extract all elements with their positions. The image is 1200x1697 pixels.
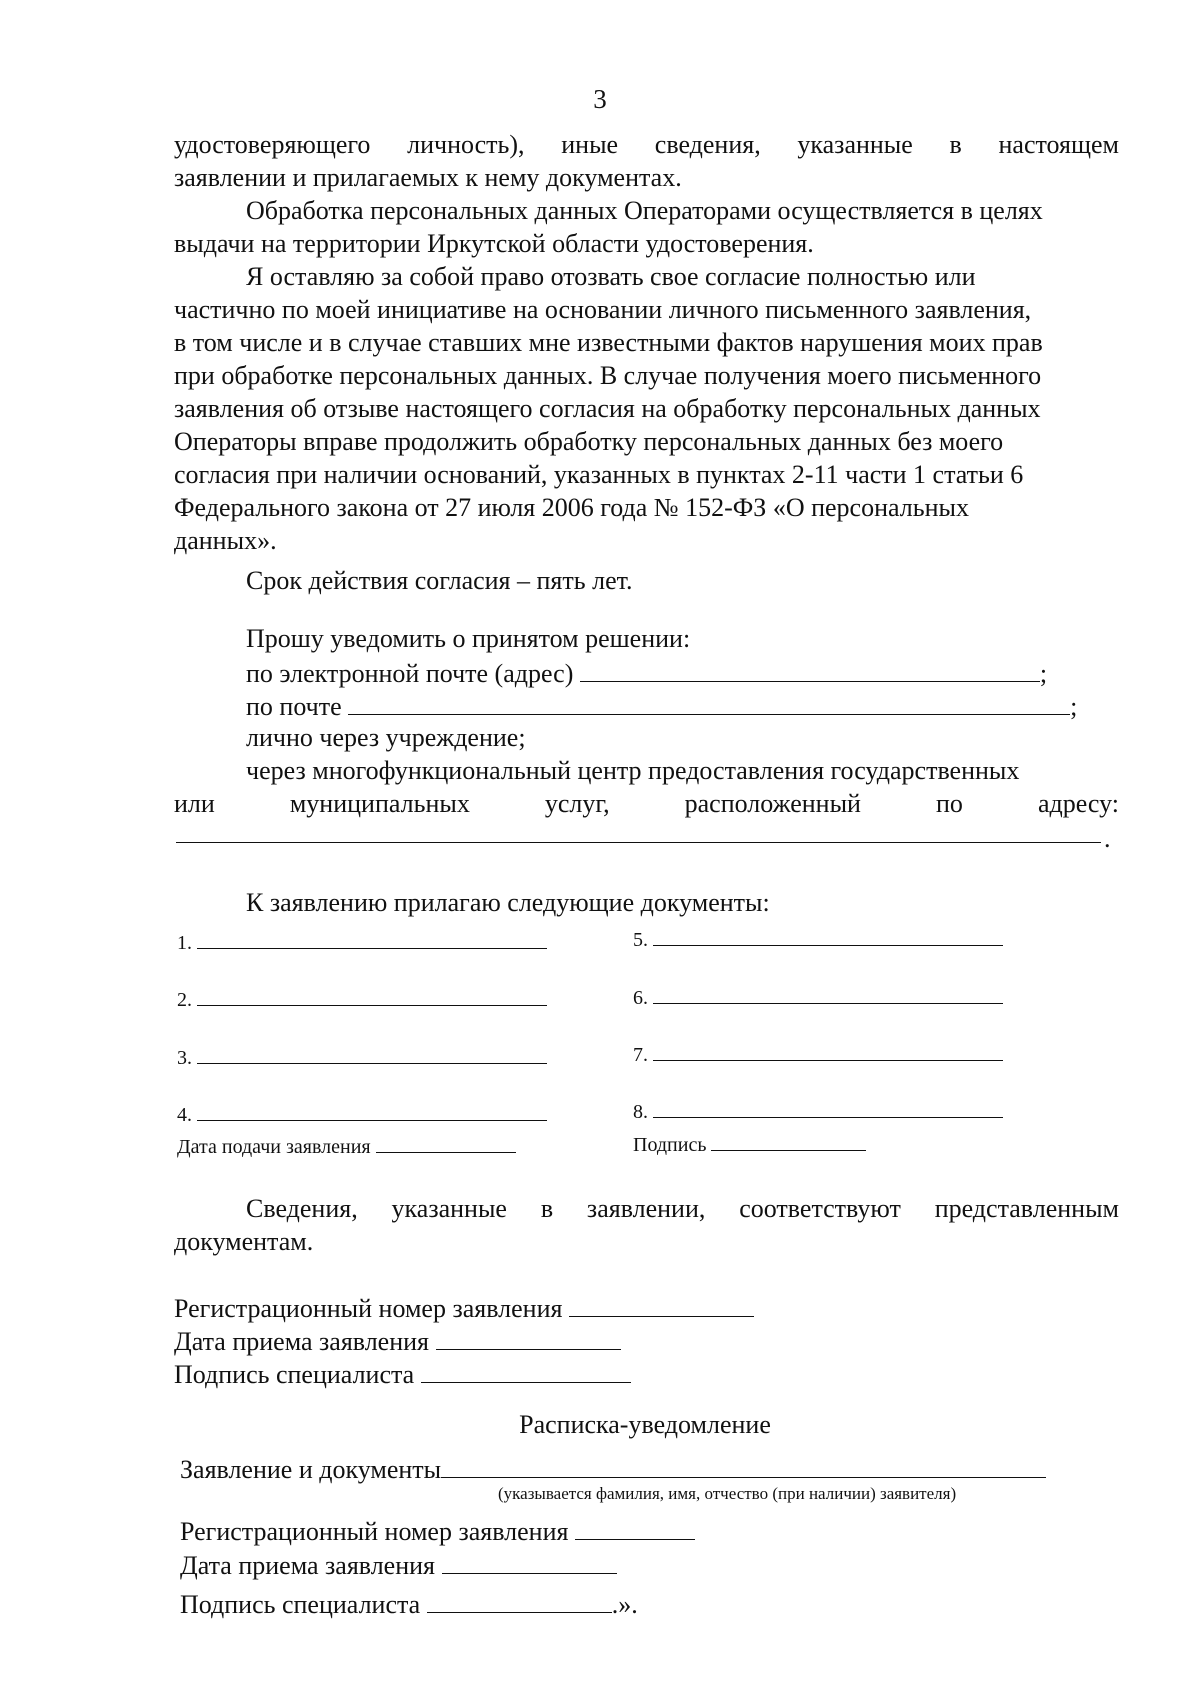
acceptance-date-field[interactable] <box>436 1323 621 1350</box>
attachment-number: 2. <box>177 989 192 1011</box>
attachment-number: 4. <box>177 1104 192 1126</box>
applicant-signature-row <box>633 1130 866 1157</box>
attachment-row-6 <box>633 983 1003 1010</box>
page-number: 3 <box>593 84 607 114</box>
word: расположенный <box>684 789 861 818</box>
applicant-signature-label: Подпись <box>633 1134 707 1156</box>
word: Сведения, <box>246 1194 358 1223</box>
attachment-field-5[interactable] <box>653 925 1003 946</box>
receipt-docs-hint: (указывается фамилия, имя, отчество (при наличии) заявителя) <box>498 1484 957 1503</box>
registration-number-row <box>174 1290 754 1325</box>
word: услуг, <box>544 789 610 818</box>
word: муниципальных <box>289 789 470 818</box>
specialist-signature-row <box>174 1356 631 1391</box>
attachment-number: 3. <box>177 1047 192 1069</box>
notify-post-row <box>246 688 1077 723</box>
word: иные <box>561 130 619 159</box>
attachment-row-5 <box>633 925 1003 952</box>
word: указанные <box>391 1194 507 1223</box>
revoke-line-7: согласия при наличии оснований, указанных в пунктах 2-11 части 1 статьи 6 <box>174 460 1024 489</box>
revoke-line-6: Операторы вправе продолжить обработку персональных данных без моего <box>174 427 1004 456</box>
notify-heading: Прошу уведомить о принятом решении: <box>246 624 691 653</box>
attachment-row-1 <box>177 928 547 955</box>
consent-line-1 <box>174 128 1119 161</box>
attachment-number: 8. <box>633 1101 648 1123</box>
revoke-line-9: данных». <box>174 526 277 555</box>
notify-in-person: лично через учреждение; <box>246 723 526 752</box>
receipt-signature-field[interactable] <box>427 1586 612 1613</box>
attachment-field-7[interactable] <box>653 1040 1003 1061</box>
verification-line-2: документам. <box>174 1227 314 1256</box>
word: настоящем <box>998 130 1119 159</box>
revoke-line-2: частично по моей инициативе на основании личного письменного заявления, <box>174 295 1032 324</box>
mfc-address-field[interactable] <box>176 842 1101 843</box>
word: соответствуют <box>739 1194 901 1223</box>
revoke-line-5: заявления об отзыве настоящего согласия на обработку персональных данных <box>174 394 1041 423</box>
attachment-row-3 <box>177 1043 547 1070</box>
email-address-field[interactable] <box>580 655 1040 682</box>
notify-email-label: по электронной почте (адрес) <box>246 659 574 688</box>
submission-date-field[interactable] <box>376 1132 516 1153</box>
attachment-field-2[interactable] <box>197 985 547 1006</box>
word: в <box>949 130 962 159</box>
attachment-row-4 <box>177 1100 547 1127</box>
revoke-line-3: в том числе и в случае ставших мне известными фактов нарушения моих прав <box>174 328 1043 357</box>
acceptance-date-row <box>174 1323 621 1358</box>
attachment-number: 1. <box>177 932 192 954</box>
revoke-line-1: Я оставляю за собой право отозвать свое согласие полностью или <box>246 262 976 291</box>
receipt-date-field[interactable] <box>442 1547 617 1574</box>
word: сведения, <box>654 130 761 159</box>
registration-number-field[interactable] <box>569 1290 754 1317</box>
mfc-period: . <box>1104 824 1111 853</box>
receipt-registration-number-field[interactable] <box>575 1513 695 1540</box>
word: личность), <box>407 130 525 159</box>
semicolon: ; <box>1070 692 1078 721</box>
specialist-signature-label: Подпись специалиста <box>174 1360 415 1389</box>
semicolon: ; <box>1039 659 1048 688</box>
submission-date-label: Дата подачи заявления <box>177 1136 371 1158</box>
word: или <box>174 789 215 818</box>
receipt-docs-row <box>180 1451 1046 1486</box>
receipt-date-label: Дата приема заявления <box>180 1551 436 1580</box>
applicant-signature-field[interactable] <box>711 1130 866 1151</box>
attachment-field-1[interactable] <box>197 928 547 949</box>
word: удостоверяющего <box>174 130 371 159</box>
word: адресу: <box>1037 789 1119 818</box>
revoke-line-4: при обработке персональных данных. В случае получения моего письменного <box>174 361 1042 390</box>
processing-line-2: выдачи на территории Иркутской области удостоверения. <box>174 229 814 258</box>
specialist-signature-field[interactable] <box>421 1356 631 1383</box>
receipt-date-row <box>180 1547 617 1582</box>
closing-quote: .». <box>611 1590 638 1619</box>
processing-line-1: Обработка персональных данных Операторами осуществляется в целях <box>246 196 1043 225</box>
attachment-number: 6. <box>633 987 648 1009</box>
attachment-number: 5. <box>633 929 648 951</box>
receipt-registration-number-row <box>180 1513 695 1548</box>
word: заявлении, <box>586 1194 706 1223</box>
attachment-field-8[interactable] <box>653 1097 1003 1118</box>
notify-mfc-line-2 <box>174 787 1119 820</box>
submission-date-row <box>177 1132 516 1159</box>
word: указанные <box>797 130 913 159</box>
receipt-registration-number-label: Регистрационный номер заявления <box>180 1517 569 1546</box>
word: по <box>936 789 963 818</box>
acceptance-date-label: Дата приема заявления <box>174 1327 430 1356</box>
receipt-signature-label: Подпись специалиста <box>180 1590 421 1619</box>
receipt-docs-label: Заявление и документы <box>180 1455 442 1484</box>
attachment-field-3[interactable] <box>197 1043 547 1064</box>
revoke-line-8: Федерального закона от 27 июля 2006 года № 152-ФЗ «О персональных <box>174 493 969 522</box>
attachment-row-8 <box>633 1097 1003 1124</box>
postal-address-field[interactable] <box>348 688 1070 715</box>
attachment-field-4[interactable] <box>197 1100 547 1121</box>
word: представленным <box>934 1194 1119 1223</box>
attachment-field-6[interactable] <box>653 983 1003 1004</box>
verification-line-1 <box>246 1192 1119 1225</box>
notify-email-row <box>246 655 1047 690</box>
receipt-signature-row <box>180 1586 638 1621</box>
receipt-title: Расписка-уведомление <box>519 1410 771 1439</box>
attachments-heading: К заявлению прилагаю следующие документы: <box>246 888 770 917</box>
attachment-row-7 <box>633 1040 1003 1067</box>
registration-number-label: Регистрационный номер заявления <box>174 1294 563 1323</box>
attachment-number: 7. <box>633 1044 648 1066</box>
attachment-row-2 <box>177 985 547 1012</box>
applicant-name-field[interactable] <box>441 1451 1046 1478</box>
notify-post-label: по почте <box>246 692 342 721</box>
notify-mfc-line-1: через многофункциональный центр предоставления государственных <box>246 756 1020 785</box>
word: в <box>540 1194 554 1223</box>
consent-line-2: заявлении и прилагаемых к нему документах. <box>174 163 682 192</box>
consent-term: Срок действия согласия – пять лет. <box>246 566 633 595</box>
